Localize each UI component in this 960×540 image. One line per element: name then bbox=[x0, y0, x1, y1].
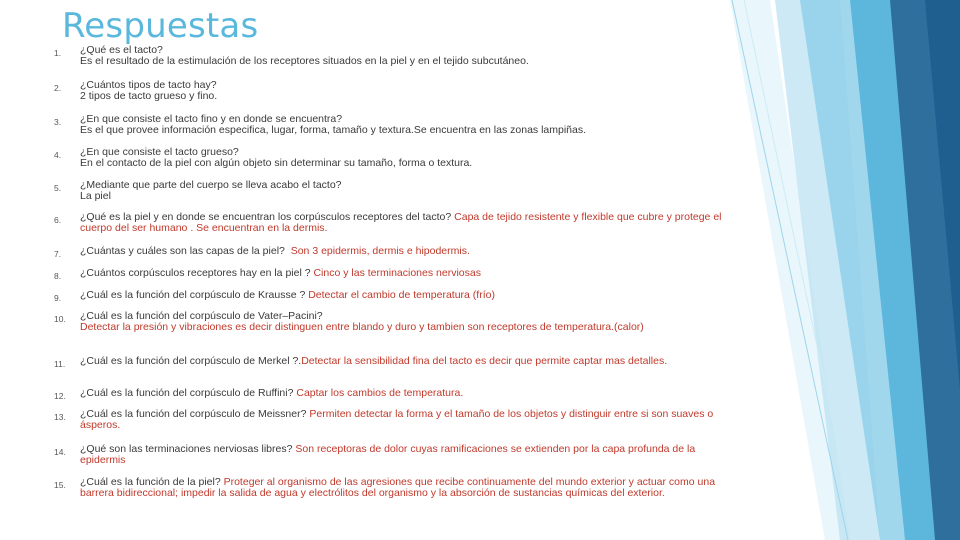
item-text bbox=[80, 268, 730, 279]
answer-text: Proteger al organismo de las agresiones que recibe continuamente del mundo exterior y actuar como una barrera bidireccional; impedir la salida de agua y electrólitos del organismo y la absorción de sustancias químicas del exterior. bbox=[80, 476, 716, 499]
item-text bbox=[80, 80, 730, 102]
question-text: ¿Cuántas y cuáles son las capas de la piel? bbox=[80, 245, 285, 257]
answer-text: Capa de tejido resistente y flexible que cubre y protege el cuerpo del ser humano . Se encuentran en la dermis. bbox=[80, 211, 722, 234]
item-text bbox=[80, 311, 730, 333]
item-text bbox=[80, 477, 730, 499]
item-text bbox=[80, 388, 730, 399]
item-text bbox=[80, 356, 730, 367]
item-number: 9. bbox=[54, 293, 62, 303]
item-number: 5. bbox=[54, 183, 62, 193]
answer-text: Es el que provee información especifica, lugar, forma, tamaño y textura.Se encuentra en las zonas lampiñas. bbox=[80, 124, 587, 136]
item-number: 7. bbox=[54, 249, 62, 259]
question-text: ¿Cuál es la función del corpúsculo de Merkel ?. bbox=[80, 355, 302, 367]
item-text bbox=[80, 114, 730, 136]
item-number: 14. bbox=[54, 447, 66, 457]
item-number: 15. bbox=[54, 480, 66, 490]
item-text bbox=[80, 246, 730, 257]
answer-text: 2 tipos de tacto grueso y fino. bbox=[80, 90, 218, 102]
item-number: 8. bbox=[54, 271, 62, 281]
question-text: ¿Cuántos corpúsculos receptores hay en la piel ? bbox=[80, 267, 311, 279]
item-number: 12. bbox=[54, 391, 66, 401]
answer-text: Permiten detectar la forma y el tamaño de los objetos y distinguir entre si son suaves o ásperos. bbox=[80, 408, 714, 431]
decorative-side-panel bbox=[730, 0, 960, 540]
question-text: ¿Cuál es la función del corpúsculo de Meissner? bbox=[80, 408, 307, 420]
item-text bbox=[80, 409, 730, 431]
question-text: ¿Qué es la piel y en donde se encuentran los corpúsculos receptores del tacto? bbox=[80, 211, 452, 223]
answer-text: Son receptoras de dolor cuyas ramificaciones se extienden por la capa profunda de la epidermis bbox=[80, 443, 696, 466]
answer-text: Detectar la presión y vibraciones es decir distinguen entre blando y duro y tambien son receptores de temperatura.(calor) bbox=[80, 321, 644, 333]
question-text: ¿Mediante que parte del cuerpo se lleva acabo el tacto? bbox=[80, 179, 342, 191]
item-number: 1. bbox=[54, 48, 62, 58]
item-text bbox=[80, 45, 730, 67]
page-title: Respuestas bbox=[62, 6, 259, 46]
question-text: ¿Cuántos tipos de tacto hay? bbox=[80, 79, 217, 91]
item-text bbox=[80, 147, 730, 169]
answer-text: Detectar el cambio de temperatura (frío) bbox=[308, 289, 495, 301]
item-number: 11. bbox=[54, 359, 66, 369]
question-text: ¿Qué es el tacto? bbox=[80, 44, 163, 56]
item-number: 2. bbox=[54, 83, 62, 93]
answer-text: La piel bbox=[80, 190, 111, 202]
item-text bbox=[80, 444, 730, 466]
answer-text: Detectar la sensibilidad fina del tacto es decir que permite captar mas detalles. bbox=[301, 355, 668, 367]
question-text: ¿En que consiste el tacto grueso? bbox=[80, 146, 239, 158]
item-number: 6. bbox=[54, 215, 62, 225]
item-number: 4. bbox=[54, 150, 62, 160]
item-text bbox=[80, 290, 730, 301]
question-text: ¿Cuál es la función del corpúsculo de Vater–Pacini? bbox=[80, 310, 323, 322]
item-text bbox=[80, 212, 730, 234]
answer-text: Es el resultado de la estimulación de los receptores situados en la piel y en el tejido subcutáneo. bbox=[80, 55, 529, 67]
answer-text: Cinco y las terminaciones nerviosas bbox=[313, 267, 481, 279]
item-number: 13. bbox=[54, 412, 66, 422]
answer-text: En el contacto de la piel con algún objeto sin determinar su tamaño, forma o textura. bbox=[80, 157, 473, 169]
question-text: ¿Cuál es la función del corpúsculo de Ruffini? bbox=[80, 387, 294, 399]
question-text: ¿En que consiste el tacto fino y en donde se encuentra? bbox=[80, 113, 343, 125]
question-text: ¿Qué son las terminaciones nerviosas libres? bbox=[80, 443, 293, 455]
item-text bbox=[80, 180, 730, 202]
answer-text: Captar los cambios de temperatura. bbox=[296, 387, 464, 399]
question-text: ¿Cuál es la función del corpúsculo de Krausse ? bbox=[80, 289, 306, 301]
item-number: 3. bbox=[54, 117, 62, 127]
question-text: ¿Cuál es la función de la piel? bbox=[80, 476, 221, 488]
answer-text: Son 3 epidermis, dermis e hipodermis. bbox=[290, 245, 470, 257]
item-number: 10. bbox=[54, 314, 66, 324]
